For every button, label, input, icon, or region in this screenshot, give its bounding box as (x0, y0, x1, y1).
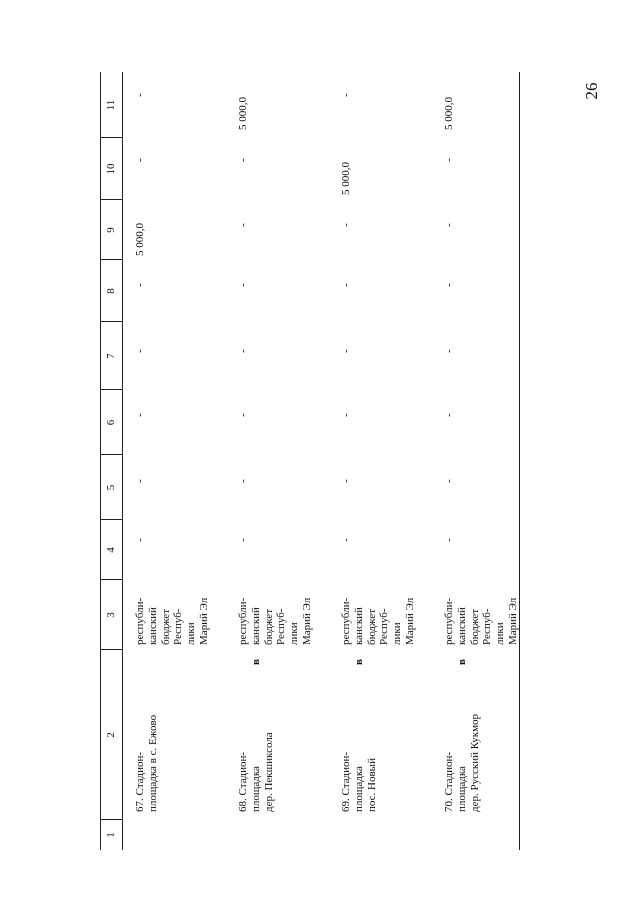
row-value: - (443, 283, 455, 287)
row-value: - (443, 538, 455, 542)
row-value: - (134, 93, 146, 97)
row-value: - (134, 158, 146, 162)
row-name: 68. Стадион- площадка дер. Пекшиксола (237, 732, 275, 812)
col-header: 2 (105, 732, 117, 738)
row-name: 70. Стадион- площадка дер. Русский Кукмор (443, 713, 481, 812)
row-name: 69. Стадион- площадка пос. Новый (340, 751, 378, 812)
col-header: 5 (105, 484, 117, 491)
row-value: - (237, 538, 249, 542)
row-value: - (237, 158, 249, 162)
col-header: 8 (105, 288, 117, 294)
row-value: - (340, 349, 352, 353)
row-value: - (340, 479, 352, 483)
row-value: - (443, 349, 455, 353)
table-rule-bottom (519, 72, 520, 850)
row-marker: в (456, 659, 468, 665)
row-marker: в (353, 659, 365, 665)
row-budget: республи- канский бюджет Респуб- лики Марий Эл (134, 597, 210, 645)
row-value: - (237, 479, 249, 483)
row-budget: республи- канский бюджет Респуб- лики Марий Эл (340, 597, 416, 645)
row-value: - (134, 283, 146, 287)
row-amount: 5 000,0 (134, 223, 146, 256)
row-value: - (443, 413, 455, 417)
col-header: 11 (105, 99, 117, 111)
col-header: 10 (105, 163, 117, 175)
row-amount: 5 000,0 (237, 97, 249, 130)
col-header: 6 (105, 419, 117, 426)
table-wrapper (100, 72, 520, 850)
row-value: - (340, 223, 352, 227)
page-number: 26 (582, 82, 601, 100)
row-value: - (443, 158, 455, 162)
col-header: 7 (105, 353, 117, 359)
row-amount: 5 000,0 (443, 97, 455, 130)
row-budget: республи- канский бюджет Респуб- лики Марий Эл (443, 597, 519, 645)
row-value: - (237, 223, 249, 227)
row-value: - (134, 413, 146, 417)
row-value: - (134, 479, 146, 483)
col-header: 4 (105, 547, 117, 553)
table-rule-header (122, 72, 123, 850)
row-value: - (237, 283, 249, 287)
row-marker: в (250, 659, 262, 665)
row-value: - (134, 538, 146, 542)
row-budget: республи- канский бюджет Респуб- лики Марий Эл (237, 597, 313, 645)
row-value: - (134, 349, 146, 353)
row-name: 67. Стадион- площадка в с. Ежово (134, 714, 159, 812)
row-amount: 5 000,0 (340, 162, 352, 195)
row-value: - (340, 413, 352, 417)
col-header: 1 (105, 832, 117, 838)
col-header: 9 (105, 227, 117, 233)
row-value: - (237, 413, 249, 417)
col-header: 3 (105, 612, 117, 618)
row-value: - (340, 283, 352, 287)
row-value: - (443, 479, 455, 483)
row-value: - (443, 223, 455, 227)
row-value: - (340, 93, 352, 97)
row-value: - (237, 349, 249, 353)
row-value: - (340, 538, 352, 542)
budget-table (100, 72, 520, 850)
